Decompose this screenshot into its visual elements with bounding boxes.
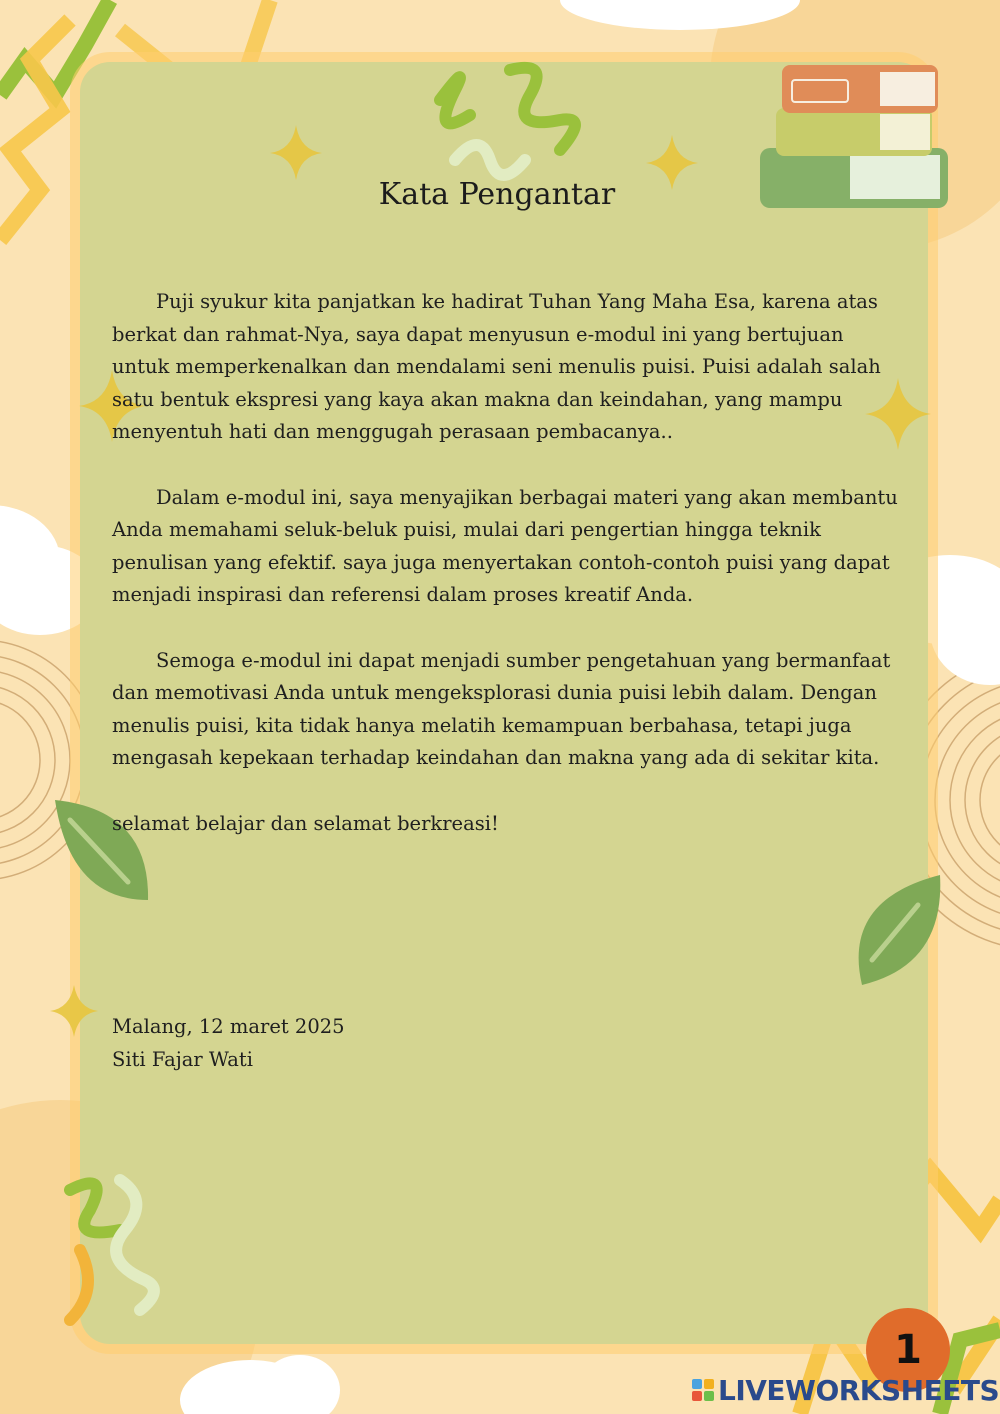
brand-name: LIVEWORKSHEETS bbox=[718, 1373, 1000, 1407]
document-body bbox=[112, 170, 902, 840]
paragraph-2: Dalam e-modul ini, saya menyajikan berbagai materi yang akan membantu Anda memahami seluk-beluk puisi, mulai dari pengertian hingga teknik penulisan yang efektif. saya juga menyertakan contoh-contoh puisi yang dapat menjadi inspirasi dan referensi dalam proses kreatif Anda. bbox=[112, 485, 898, 607]
page-title: Kata Pengantar bbox=[378, 177, 616, 212]
liveworksheets-brand[interactable] bbox=[692, 1374, 999, 1406]
liveworksheets-logo-icon bbox=[692, 1379, 714, 1401]
paragraph-3: Semoga e-modul ini dapat menjadi sumber pengetahuan yang bermanfaat dan memotivasi Anda untuk mengeksplorasi dunia puisi lebih dalam. Dengan menulis puisi, kita tidak hanya melatih kemampuan berbahasa, tetapi juga mengasah kepekaan terhadap keindahan dan makna yang ada di sekitar kita. bbox=[112, 648, 891, 770]
place-date: Malang, 12 maret 2025 bbox=[112, 1015, 345, 1038]
paragraph-1: Puji syukur kita panjatkan ke hadirat Tuhan Yang Maha Esa, karena atas berkat dan rahmat-Nya, saya dapat menyusun e-modul ini yang bertujuan untuk memperkenalkan dan mendalami seni menulis puisi. Puisi adalah salah satu bentuk ekspresi yang kaya akan makna dan keindahan, yang mampu menyentuh hati dan menggugah perasaan pembacanya.. bbox=[112, 290, 881, 444]
closing-line: selamat belajar dan selamat berkreasi! bbox=[112, 811, 499, 835]
author-name: Siti Fajar Wati bbox=[112, 1048, 253, 1071]
page-number: 1 bbox=[894, 1327, 922, 1373]
signature-block bbox=[112, 1010, 345, 1076]
